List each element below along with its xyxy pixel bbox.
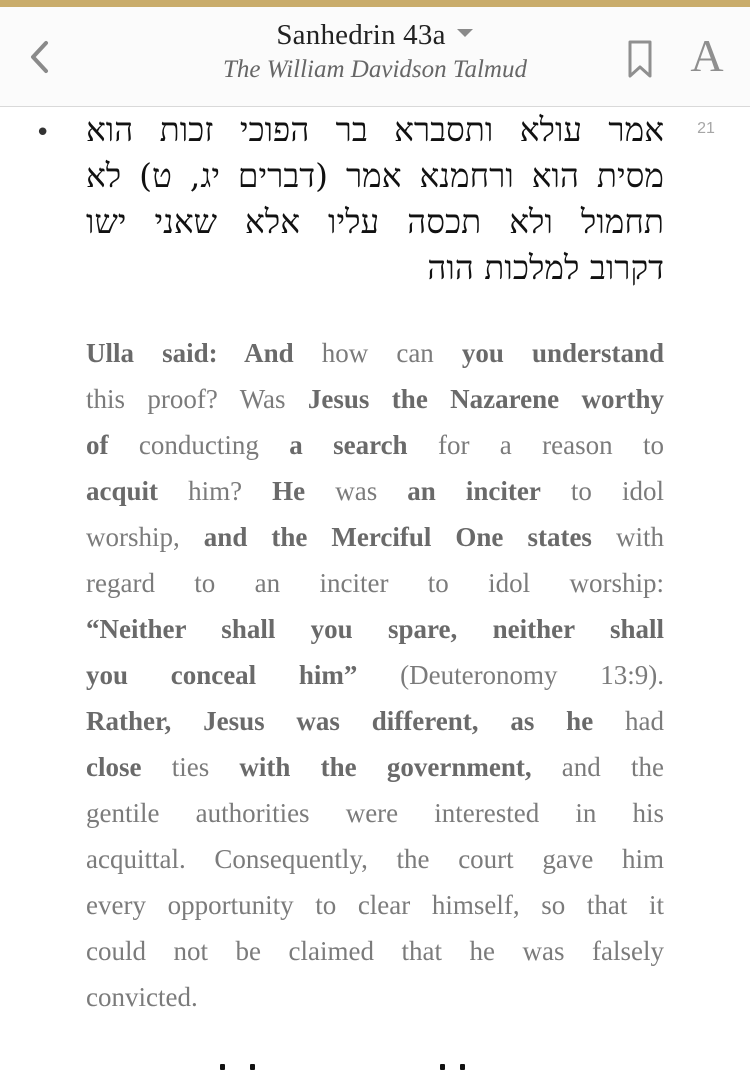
translation-bold-run: of	[86, 430, 109, 460]
translation-bold-run: Jesus the Nazarene worthy	[307, 384, 664, 414]
hebrew-line: אמר עולא ותסברא בר הפוכי זכות הוא	[86, 110, 664, 149]
translation-run: convicted.	[86, 982, 198, 1012]
hebrew-line: תחמול ולא תכסה עליו אלא שאני ישו	[86, 202, 664, 241]
translation-line	[86, 606, 664, 652]
translation-line	[86, 790, 664, 836]
caret-down-icon	[456, 27, 474, 39]
translation-line	[86, 698, 664, 744]
translation-run: had	[593, 706, 665, 736]
translation-bold-run: close	[86, 752, 142, 782]
translation-run: this proof? Was	[86, 384, 308, 414]
translation-bold-run: acquit	[86, 476, 159, 506]
translation-line	[86, 422, 664, 468]
translation-run: was	[305, 476, 408, 506]
translation-line	[86, 744, 664, 790]
hebrew-line: מסית הוא ורחמנא אמר (דברים יג, ט) לא	[86, 156, 664, 195]
translation-run: acquittal. Consequently, the court gave him	[86, 844, 664, 874]
font-settings-button[interactable]: A	[690, 30, 724, 81]
translation-line	[86, 652, 664, 698]
bookmark-button[interactable]	[622, 37, 658, 81]
translation-bold-run: an inciter	[407, 476, 541, 506]
translation-run: (Deuteronomy 13:9).	[357, 660, 664, 690]
translation-line	[86, 376, 664, 422]
translation-line	[86, 514, 664, 560]
translation-bold-run: with the government,	[239, 752, 532, 782]
next-segment-partial	[210, 1058, 570, 1073]
translation-bold-run: He	[272, 476, 306, 506]
segment-bullet: •	[35, 118, 51, 148]
translation-line	[86, 928, 664, 974]
translation-bold-run: “Neither shall you spare, neither shall	[86, 614, 664, 644]
header-bar	[0, 7, 750, 107]
translation-line	[86, 330, 664, 376]
translation-run: to idol	[540, 476, 665, 506]
translation-bold-run: you understand	[461, 338, 665, 368]
translation-run: worship,	[86, 522, 204, 552]
translation-line	[86, 882, 664, 928]
english-translation[interactable]	[86, 330, 664, 1020]
chevron-left-icon	[26, 37, 52, 77]
translation-bold-run: and the Merciful One states	[203, 522, 592, 552]
translation-bold-run: you conceal him”	[86, 660, 358, 690]
bookmark-icon	[627, 39, 653, 79]
translation-run: and the	[531, 752, 664, 782]
hebrew-text[interactable]	[86, 107, 664, 291]
page-subtitle: The William Davidson Talmud	[223, 56, 527, 83]
translation-bold-run: Rather, Jesus was different, as he	[86, 706, 594, 736]
translation-run: for a reason to	[407, 430, 664, 460]
hebrew-line: דקרוב למלכות הוה	[427, 248, 664, 287]
page-title: Sanhedrin 43a	[276, 19, 446, 51]
translation-run: regard to an inciter to idol worship:	[86, 568, 664, 598]
translation-run: how can	[293, 338, 462, 368]
translation-line	[86, 836, 664, 882]
translation-line	[86, 560, 664, 606]
back-button[interactable]	[22, 37, 56, 77]
translation-bold-run: a search	[289, 430, 408, 460]
translation-run: with	[591, 522, 664, 552]
title-block	[150, 19, 600, 84]
translation-bold-run: Ulla said: And	[86, 338, 294, 368]
top-accent-bar	[0, 0, 750, 7]
translation-line	[86, 974, 664, 1020]
translation-run: ties	[141, 752, 240, 782]
translation-run: every opportunity to clear himself, so that it	[86, 890, 664, 920]
translation-line	[86, 468, 664, 514]
translation-run: could not be claimed that he was falsely	[86, 936, 664, 966]
segment-number: 21	[697, 120, 715, 137]
translation-run: him?	[158, 476, 273, 506]
translation-run: conducting	[108, 430, 290, 460]
translation-run: gentile authorities were interested in his	[86, 798, 664, 828]
title-dropdown[interactable]	[276, 19, 473, 52]
